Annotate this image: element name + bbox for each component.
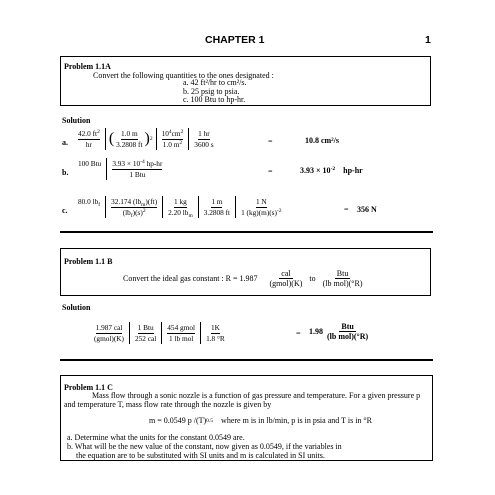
problem-1-1b-box xyxy=(60,248,431,296)
solution-c-result: 356 N xyxy=(357,205,377,214)
solution-title: Solution xyxy=(62,303,91,312)
question-b-line-2: the equation are to be substituted with SI units and m is calculated in SI units. xyxy=(76,451,325,460)
formula-main: m = 0.0549 p /(T) xyxy=(149,416,207,425)
result-unit-numerator: Btu xyxy=(341,322,354,331)
result-b-exponent: -2 xyxy=(330,166,336,172)
solution-2-expression: 1.987 cal (gmol)(K) 1 Btu 252 cal 454 gmol 1 lb mol 1K 1.8 °R xyxy=(94,322,225,343)
mass-flow-formula: m = 0.0549 p /(T) 0.5 where m is in lb/min, p is in psia and T is in °R xyxy=(149,416,372,425)
problem-1-1c-box xyxy=(60,375,433,461)
result-unit-denominator: (lb mol)(°R) xyxy=(327,332,369,341)
section-divider xyxy=(60,359,433,361)
solution-c-label: c. xyxy=(62,206,68,215)
problem-title: Problem 1.1 C xyxy=(64,383,113,392)
page-number: 1 xyxy=(425,34,431,46)
unit2-denominator: (lb mol)(°R) xyxy=(322,279,363,288)
solution-c-expression: 80.0 $lb_f$ 32.174 $(lb_m)(ft)$ $(lb_f)(s)^2$ 1 kg 2.20 $lb_m$ 1 m 3.2808 ft 1 N 1 $(kg)(m)(s)^{-2}$ xyxy=(78,196,282,219)
section-divider xyxy=(60,231,433,233)
question-a: a. Determine what the units for the constant 0.0549 are. xyxy=(67,433,245,442)
item-a: a. 42 ft²/hr to cm²/s. xyxy=(183,78,247,87)
equals-b: = xyxy=(268,167,273,176)
solution-title: Solution xyxy=(62,116,91,125)
statement-text: Convert the ideal gas constant : R = 1.987 xyxy=(123,274,258,283)
item-b: b. 25 psig to psia. xyxy=(183,86,240,96)
solution-b-label: b. xyxy=(62,168,69,177)
solution-b-result xyxy=(300,166,363,175)
unit2-numerator: Btu xyxy=(336,269,349,278)
solution-2-result xyxy=(309,322,370,341)
problem-title: Problem 1.1 B xyxy=(64,257,113,266)
problem-items xyxy=(183,79,246,105)
problem-1-1a-box xyxy=(60,56,431,106)
solution-a-expression: 42.0 $ft^2$ hr ( 1.0 m 3.2808 ft ) 2 $10^4cm^2$ 1.0 $m^2$ 1 hr 3600 s xyxy=(78,128,214,149)
equals-a: = xyxy=(268,137,273,146)
problem-intro: Convert the following quantities to the ones designated : xyxy=(93,71,274,80)
problem-1-1b-statement xyxy=(123,269,364,288)
solution-a-result: 10.8 cm²/s xyxy=(305,136,339,145)
equals-2: = xyxy=(296,329,301,338)
result-value: 1.98 xyxy=(309,327,323,336)
to-word: to xyxy=(309,274,316,283)
equals-c: = xyxy=(344,205,349,214)
unit-cal-gmol-k xyxy=(268,269,305,288)
problem-title: Problem 1.1A xyxy=(64,62,111,71)
unit1-denominator: (gmol)(K) xyxy=(269,279,303,288)
item-c: c. 100 Btu to hp-hr. xyxy=(183,95,246,104)
chapter-heading: CHAPTER 1 xyxy=(205,34,265,46)
formula-explanation: where m is in lb/min, p is in psia and T is in °R xyxy=(221,416,372,425)
unit1-numerator: cal xyxy=(281,269,291,278)
result-unit xyxy=(325,322,370,341)
solution-b-expression: 100 Btu $3.93 \times 10^{-4}$ hp-hr 1 Btu xyxy=(78,158,163,179)
result-b-unit: hp-hr xyxy=(343,166,363,175)
solution-a-label: a. xyxy=(62,138,68,147)
unit-btu-lbmol-r xyxy=(321,269,365,288)
result-b-mantissa: 3.93 × 10 xyxy=(300,166,331,175)
problem-questions xyxy=(67,433,342,460)
question-b-line-1: b. What will be the new value of the constant, now given as 0.0549, if the variables in xyxy=(67,442,342,451)
problem-paragraph: Mass flow through a sonic nozzle is a function of gas pressure and temperature. For a given pressure p and temperature T, mass flow rate through the nozzle is given by xyxy=(64,391,421,409)
